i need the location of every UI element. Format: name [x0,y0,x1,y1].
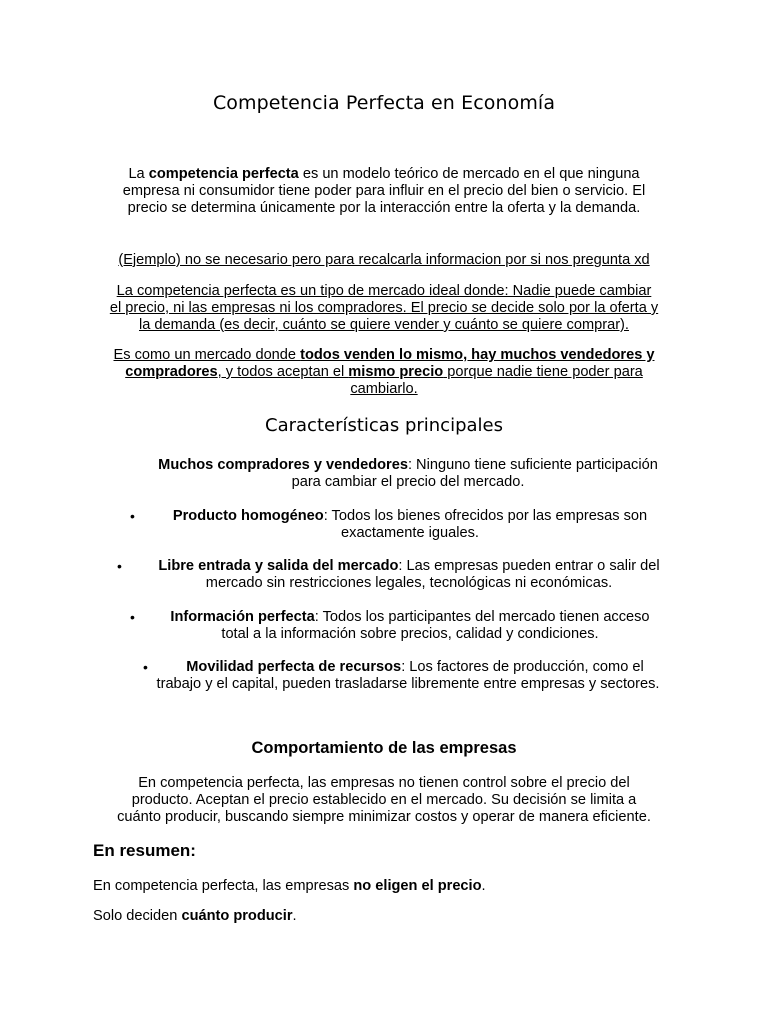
behavior-heading: Comportamiento de las empresas [251,739,517,757]
intro-paragraph [0,166,768,217]
summary-line-1: En competencia perfecta, las empresas no eligen el precio. [93,878,486,894]
example2-line-3: cambiarlo. [350,381,418,397]
example2-line-1: Es como un mercado donde todos venden lo mismo, hay muchos vendedores y [113,347,655,363]
example1-line-3: la demanda (es decir, cuánto se quiere vender y cuánto se quiere comprar). [139,317,629,333]
example-note: (Ejemplo) no se necesario pero para recalcarla informacion por si nos pregunta xd [118,252,650,268]
feature-item-5: Movilidad perfecta de recursos: Los factores de producción, como el trabajo y el capital, pueden trasladarse libremente entre empresas y sectores. [156,659,660,692]
intro-bold-term: competencia perfecta [148,166,299,182]
features-heading: Características principales [265,415,503,436]
bullet-icon: • [143,659,148,675]
intro-line-3: precio se determina únicamente por la interacción entre la oferta y la demanda. [127,200,641,216]
bullet-icon: • [130,609,135,625]
example2-line-2: compradores, y todos aceptan el mismo precio porque nadie tiene poder para [125,364,643,380]
feature-item-3: Libre entrada y salida del mercado: Las empresas pueden entrar o salir del mercado sin restricciones legales, tecnológicas ni económicas. [158,558,660,591]
behavior-paragraph: En competencia perfecta, las empresas no tienen control sobre el precio del producto. Aceptan el precio establecido en el mercado. Su decisión se limita a cuánto producir, buscando siempre minimizar costos y operar de manera eficiente. [117,775,651,825]
summary-heading: En resumen: [93,841,196,860]
bullet-icon: • [130,508,135,524]
document-title: Competencia Perfecta en Economía [212,92,556,114]
summary-line-2: Solo deciden cuánto producir. [93,908,297,924]
example1-line-2: el precio, ni las empresas ni los compradores. El precio se decide solo por la oferta y [109,300,659,316]
bullet-icon: • [117,558,122,574]
feature-item-1: Muchos compradores y vendedores: Ninguno tiene suficiente participación para cambiar el precio del mercado. [158,457,658,490]
intro-line-1: La competencia perfecta es un modelo teórico de mercado en el que ninguna [128,166,640,182]
feature-item-4: Información perfecta: Todos los participantes del mercado tienen acceso total a la información sobre precios, calidad y condiciones. [170,609,650,642]
intro-line-2: empresa ni consumidor tiene poder para influir en el precio del bien o servicio. El [122,183,646,199]
example1-line-1: La competencia perfecta es un tipo de mercado ideal donde: Nadie puede cambiar [116,283,652,299]
example-paragraph-1 [0,283,768,334]
feature-item-2: Producto homogéneo: Todos los bienes ofrecidos por las empresas son exactamente iguales. [172,508,648,541]
example-paragraph-2 [0,347,768,398]
